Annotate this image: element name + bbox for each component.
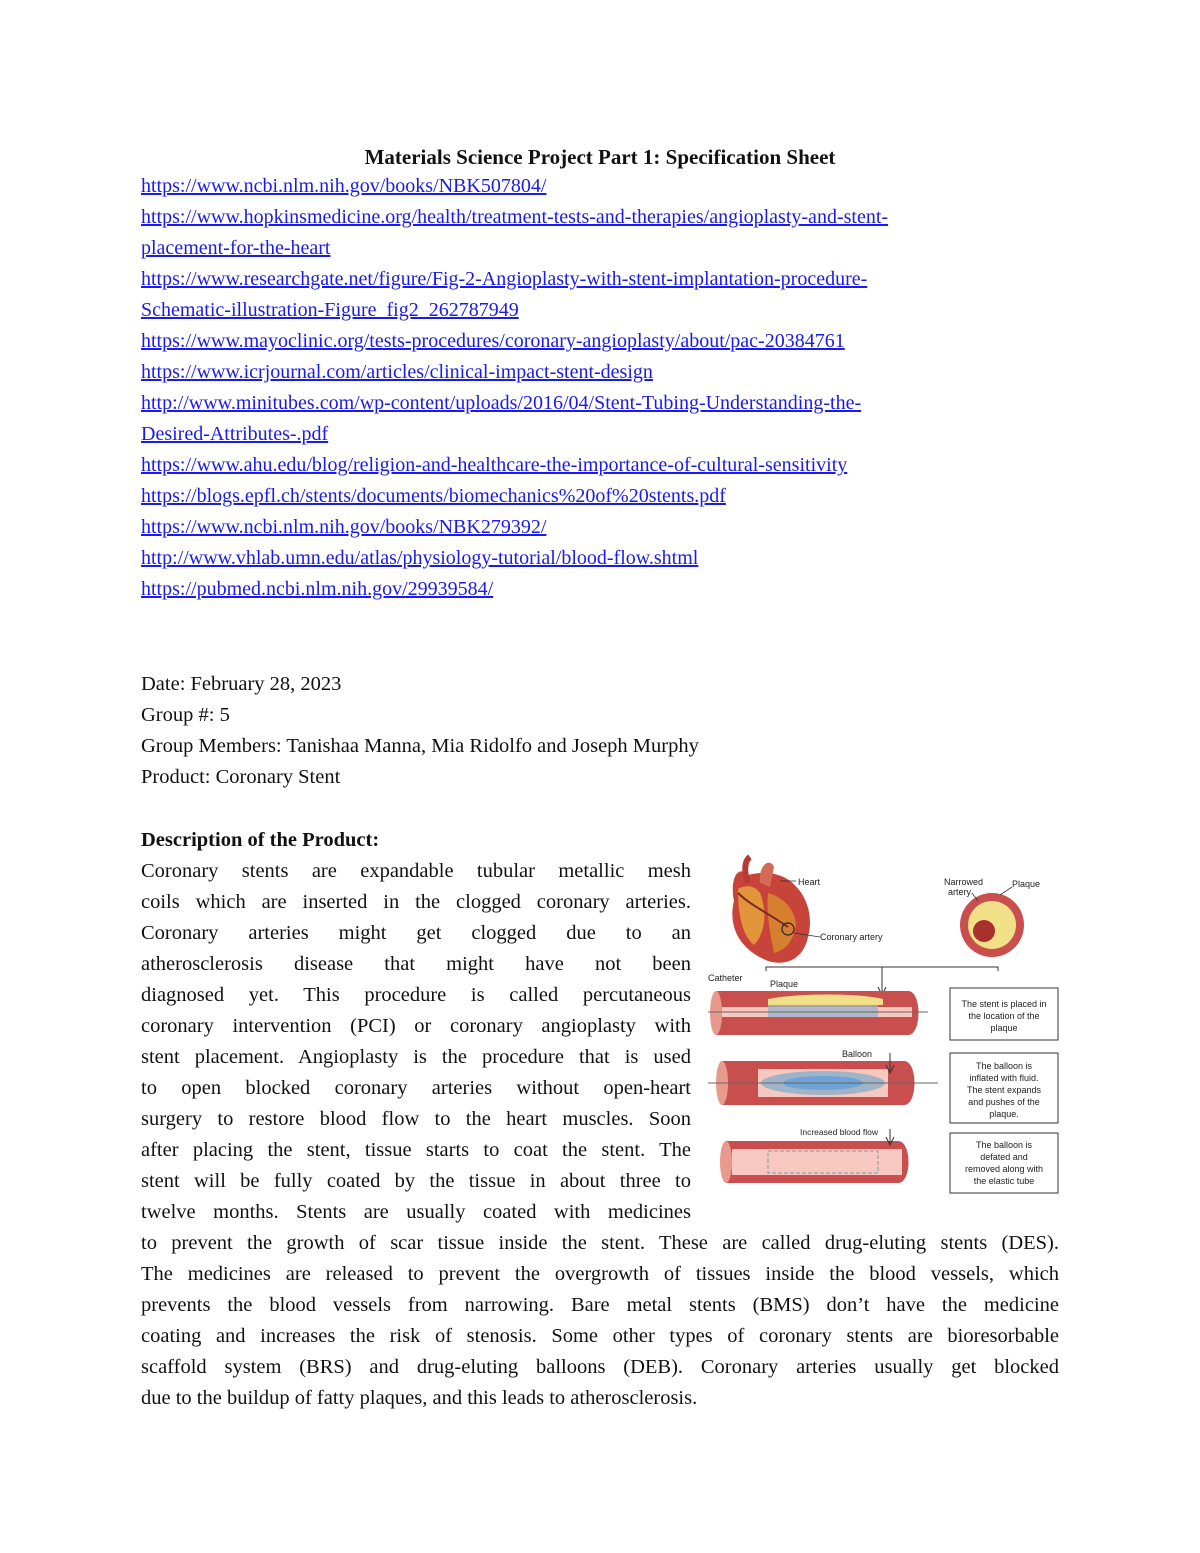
paragraph-line: atherosclerosis disease that might have not been [141,953,691,975]
reference-link[interactable]: https://www.icrjournal.com/articles/clinical-impact-stent-design [141,361,653,383]
heart-illustration [732,857,820,963]
caption-3-line-4: the elastic tube [973,1176,1035,1186]
paragraph-line: diagnosed yet. This procedure is called percutaneous [141,984,691,1006]
project-meta [141,669,699,793]
artery-step-2 [708,1053,938,1105]
paragraph-line: coronary intervention (PCI) or coronary angioplasty with [141,1015,691,1037]
paragraph-line: due to the buildup of fatty plaques, and this leads to atherosclerosis. [141,1387,698,1409]
paragraph-line: surgery to restore blood flow to the heart muscles. Soon [141,1108,691,1130]
caption-1-line-3: plaque [990,1023,1018,1033]
paragraph-line: coating and increases the risk of stenosis. Some other types of coronary stents are bioresorbable [141,1325,1059,1347]
reference-link[interactable]: https://www.hopkinsmedicine.org/health/treatment-tests-and-therapies/angioplasty-and-stent- [141,206,889,228]
reference-link[interactable]: https://www.researchgate.net/figure/Fig-2-Angioplasty-with-stent-implantation-procedure- [141,268,868,290]
caption-1-line-2: the location of the [968,1011,1040,1021]
artery-cross-section [960,887,1024,957]
paragraph-line: Coronary stents are expandable tubular metallic mesh [141,860,691,882]
caption-3-line-1: The balloon is [975,1140,1033,1150]
paragraph-line: twelve months. Stents are usually coated with medicines [141,1201,691,1223]
document-title: Materials Science Project Part 1: Specification Sheet [364,145,836,169]
caption-2-line-5: plaque. [989,1109,1019,1119]
reference-link[interactable]: https://pubmed.ncbi.nlm.nih.gov/29939584/ [141,578,494,600]
reference-links [141,171,1041,605]
plaque-label-top: Plaque [1012,879,1041,889]
reference-link[interactable]: Desired-Attributes-.pdf [141,423,329,445]
reference-link[interactable]: http://www.minitubes.com/wp-content/uploads/2016/04/Stent-Tubing-Understanding-the- [141,392,862,414]
narrowed-artery-label-2: artery [948,887,972,897]
date-line: Date: February 28, 2023 [141,673,342,695]
coronary-artery-label: Coronary artery [820,932,883,942]
stent-procedure-illustration [708,853,1060,1199]
reference-link[interactable]: https://www.ncbi.nlm.nih.gov/books/NBK279392/ [141,516,547,538]
paragraph-line: prevents the blood vessels from narrowing. Bare metal stents (BMS) don’t have the medicine [141,1294,1059,1316]
group-number-line: Group #: 5 [141,704,230,726]
caption-2-line-1: The balloon is [975,1061,1033,1071]
reference-link[interactable]: https://www.ahu.edu/blog/religion-and-healthcare-the-importance-of-cultural-sensitivity [141,454,848,476]
caption-2-line-3: The stent expands [966,1085,1042,1095]
paragraph-line: to open blocked coronary arteries without open-heart [141,1077,691,1099]
reference-link[interactable]: placement-for-the-heart [141,237,331,259]
caption-2-line-2: inflated with fluid. [969,1073,1039,1083]
reference-link[interactable]: Schematic-illustration-Figure_fig2_262787949 [141,299,519,321]
paragraph-line: scaffold system (BRS) and drug-eluting balloons (DEB). Coronary arteries usually get blocked [141,1356,1059,1378]
reference-link[interactable]: http://www.vhlab.umn.edu/atlas/physiology-tutorial/blood-flow.shtml [141,547,699,569]
paragraph-line: to prevent the growth of scar tissue inside the stent. These are called drug-eluting stents (DES). [141,1232,1059,1254]
artery-step-1 [708,991,928,1035]
paragraph-line: after placing the stent, tissue starts to coat the stent. The [141,1139,691,1161]
balloon-label: Balloon [842,1049,873,1059]
description-paragraph-wrapped [141,856,691,1228]
reference-link[interactable]: https://www.mayoclinic.org/tests-procedures/coronary-angioplasty/about/pac-20384761 [141,330,845,352]
paragraph-line: The medicines are released to prevent the overgrowth of tissues inside the blood vessels, which [141,1263,1059,1285]
product-line: Product: Coronary Stent [141,766,341,788]
narrowed-artery-label: Narrowed [944,877,984,887]
paragraph-line: coils which are inserted in the clogged coronary arteries. [141,891,691,913]
description-paragraph-full [141,1228,1059,1414]
group-members-line: Group Members: Tanishaa Manna, Mia Ridolfo and Joseph Murphy [141,735,699,757]
caption-2-line-4: and pushes of the [968,1097,1040,1107]
catheter-label: Catheter [708,973,743,983]
paragraph-line: Coronary arteries might get clogged due to an [141,922,691,944]
paragraph-line: stent placement. Angioplasty is the procedure that is used [141,1046,691,1068]
artery-step-3 [720,1129,909,1183]
caption-1-line-1: The stent is placed in [961,999,1047,1009]
paragraph-line: stent will be fully coated by the tissue in about three to [141,1170,691,1192]
description-heading: Description of the Product: [141,829,380,851]
increased-flow-label: Increased blood flow [800,1127,878,1137]
caption-3-line-3: removed along with [964,1164,1044,1174]
heart-label: Heart [798,877,821,887]
caption-3-line-2: defated and [980,1152,1028,1162]
plaque-label-tube: Plaque [770,979,799,989]
reference-link[interactable]: https://www.ncbi.nlm.nih.gov/books/NBK507804/ [141,175,547,197]
reference-link[interactable]: https://blogs.epfl.ch/stents/documents/biomechanics%20of%20stents.pdf [141,485,726,507]
stent-procedure-figure [708,853,1060,1199]
